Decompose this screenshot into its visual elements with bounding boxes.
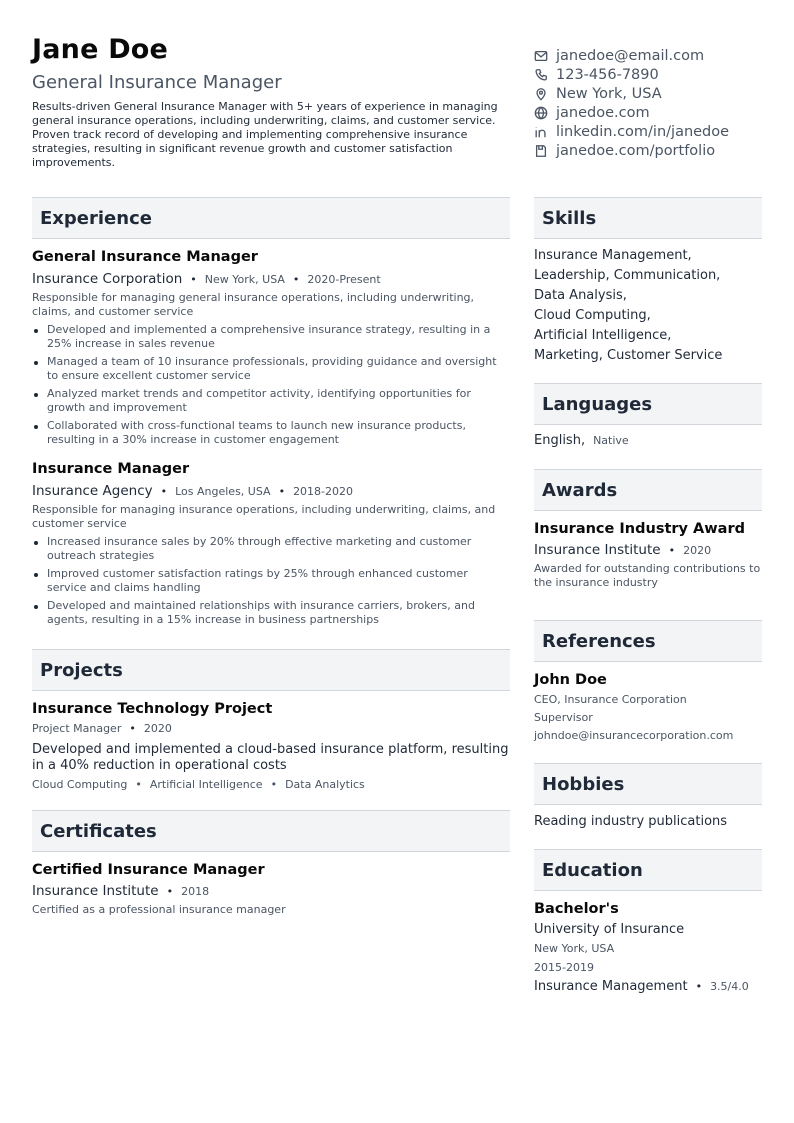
hobby-item: Reading industry publications xyxy=(534,814,728,829)
contact-phone-text: 123-456-7890 xyxy=(556,66,659,83)
job-item xyxy=(32,460,510,627)
reference-name: John Doe xyxy=(534,672,607,688)
list-item: Developed and implemented a comprehensive insurance strategy, resulting in a 25% increase in sales revenue xyxy=(32,323,510,351)
project-meta xyxy=(32,720,510,738)
contact-linkedin-text: linkedin.com/in/janedoe xyxy=(556,123,730,140)
language-level: Native xyxy=(593,434,629,447)
award-year: 2020 xyxy=(683,544,712,557)
awards-heading: Awards xyxy=(534,469,762,511)
project-title: Insurance Technology Project xyxy=(32,701,273,717)
list-item: Collaborated with cross-functional teams to launch new insurance products, resulting in a 30% increase in customer engagement xyxy=(32,419,510,447)
separator-dot: • xyxy=(160,485,168,498)
projects-heading: Projects xyxy=(32,649,510,691)
certificate-item xyxy=(32,861,510,917)
job-title: General Insurance Manager xyxy=(32,249,258,265)
education-location: New York, USA xyxy=(534,942,615,955)
separator-dot: • xyxy=(135,778,142,791)
skill-line: Data Analysis, xyxy=(534,288,627,303)
skill-line: Leadership, Communication, xyxy=(534,268,721,283)
project-item xyxy=(32,700,510,792)
contact-email[interactable] xyxy=(534,46,774,65)
reference-position: CEO, Insurance Corporation xyxy=(534,693,687,706)
job-bullets xyxy=(32,323,510,447)
mail-icon xyxy=(534,49,548,63)
award-description: Awarded for outstanding contributions to the insurance industry xyxy=(534,562,761,589)
education-field-row xyxy=(534,978,762,996)
languages-heading: Languages xyxy=(534,383,762,425)
contact-phone[interactable] xyxy=(534,65,774,84)
contact-website-text: janedoe.com xyxy=(556,104,650,121)
contact-list xyxy=(534,46,774,160)
hobbies-section xyxy=(534,763,762,831)
education-gpa: 3.5/4.0 xyxy=(710,980,749,993)
job-title: Insurance Manager xyxy=(32,461,190,477)
awards-section xyxy=(534,469,762,590)
certificate-issuer: Insurance Institute xyxy=(32,883,159,899)
skills-list xyxy=(534,246,762,366)
skill-line: Insurance Management, xyxy=(534,248,692,263)
project-tag: Artificial Intelligence xyxy=(149,778,263,791)
separator-dot: • xyxy=(166,885,174,898)
experience-section xyxy=(32,197,510,631)
globe-icon xyxy=(534,106,548,120)
linkedin-icon xyxy=(534,125,548,139)
job-location: New York, USA xyxy=(204,273,285,286)
location-icon xyxy=(534,87,548,101)
certificates-heading: Certificates xyxy=(32,810,510,852)
skill-line: Artificial Intelligence, xyxy=(534,328,672,343)
language-item xyxy=(534,432,762,450)
separator-dot: • xyxy=(668,544,676,557)
list-item: Improved customer satisfaction ratings by 25% through enhanced customer service and claims handling xyxy=(32,567,510,595)
education-dates: 2015-2019 xyxy=(534,961,594,974)
skill-line: Marketing, Customer Service xyxy=(534,348,723,363)
separator-dot: • xyxy=(129,722,136,735)
experience-heading: Experience xyxy=(32,197,510,239)
project-tags xyxy=(32,778,510,792)
education-section xyxy=(534,849,762,996)
job-description: Responsible for managing insurance operations, including underwriting, claims, and customer service xyxy=(32,503,496,530)
separator-dot: • xyxy=(278,485,286,498)
award-meta xyxy=(534,541,762,560)
education-degree: Bachelor's xyxy=(534,901,619,917)
skills-heading: Skills xyxy=(534,197,762,239)
hobbies-heading: Hobbies xyxy=(534,763,762,805)
separator-dot: • xyxy=(695,980,703,993)
job-dates: 2018-2020 xyxy=(293,485,354,498)
job-dates: 2020-Present xyxy=(307,273,381,286)
award-item xyxy=(534,520,762,590)
candidate-name: Jane Doe xyxy=(32,34,169,65)
award-issuer: Insurance Institute xyxy=(534,542,661,558)
candidate-title: General Insurance Manager xyxy=(32,72,282,93)
job-meta xyxy=(32,270,510,289)
certificate-title: Certified Insurance Manager xyxy=(32,862,265,878)
job-item xyxy=(32,248,510,447)
separator-dot: • xyxy=(292,273,300,286)
resume-header xyxy=(32,34,510,170)
education-heading: Education xyxy=(534,849,762,891)
contact-portfolio[interactable] xyxy=(534,141,774,160)
job-location: Los Angeles, USA xyxy=(175,485,271,498)
contact-email-text: janedoe@email.com xyxy=(556,47,705,64)
projects-section xyxy=(32,649,510,792)
contact-website[interactable] xyxy=(534,103,774,122)
phone-icon xyxy=(534,68,548,82)
list-item: Developed and maintained relationships with insurance carriers, brokers, and agents, resulting in a 15% increase in business partnerships xyxy=(32,599,510,627)
list-item: Managed a team of 10 insurance professionals, providing guidance and oversight to ensure excellent customer service xyxy=(32,355,510,383)
job-meta xyxy=(32,482,510,501)
list-item: Analyzed market trends and competitor activity, identifying opportunities for growth and improvement xyxy=(32,387,510,415)
certificate-description: Certified as a professional insurance manager xyxy=(32,903,286,916)
job-company: Insurance Corporation xyxy=(32,271,183,287)
education-field: Insurance Management xyxy=(534,979,688,994)
skills-section xyxy=(534,197,762,366)
job-description: Responsible for managing general insurance operations, including underwriting, claims, and customer service xyxy=(32,291,475,318)
skill-line: Cloud Computing, xyxy=(534,308,651,323)
list-item: Increased insurance sales by 20% through effective marketing and customer outreach strategies xyxy=(32,535,510,563)
education-school: University of Insurance xyxy=(534,922,685,937)
certificate-meta xyxy=(32,882,510,901)
project-role: Project Manager xyxy=(32,722,122,735)
languages-section xyxy=(534,383,762,450)
references-section xyxy=(534,620,762,745)
project-tag: Cloud Computing xyxy=(32,778,128,791)
separator-dot: • xyxy=(270,778,278,791)
project-description: Developed and implemented a cloud-based insurance platform, resulting in a 40% reduction in operational costs xyxy=(32,742,509,773)
job-company: Insurance Agency xyxy=(32,483,153,499)
reference-relationship: Supervisor xyxy=(534,711,593,724)
reference-item xyxy=(534,671,762,745)
award-title: Insurance Industry Award xyxy=(534,521,745,537)
references-heading: References xyxy=(534,620,762,662)
education-item xyxy=(534,900,762,996)
project-tag: Data Analytics xyxy=(285,778,365,791)
contact-portfolio-text: janedoe.com/portfolio xyxy=(556,142,716,159)
language-name: English, xyxy=(534,433,586,448)
reference-email[interactable]: johndoe@insurancecorporation.com xyxy=(534,729,734,742)
portfolio-icon xyxy=(534,144,548,158)
separator-dot: • xyxy=(190,273,197,286)
contact-linkedin[interactable] xyxy=(534,122,774,141)
certificate-year: 2018 xyxy=(181,885,210,898)
summary: Results-driven General Insurance Manager with 5+ years of experience in managing general insurance operations, including underwriting, claims, and customer service. Proven track record of developing and implementing comprehensive insurance strategies, resulting in significant revenue growth and customer satisfaction improvements. xyxy=(32,100,498,169)
contact-location xyxy=(534,84,774,103)
job-bullets xyxy=(32,535,510,627)
certificates-section xyxy=(32,810,510,917)
contact-location-text: New York, USA xyxy=(556,85,662,102)
project-year: 2020 xyxy=(143,722,172,735)
